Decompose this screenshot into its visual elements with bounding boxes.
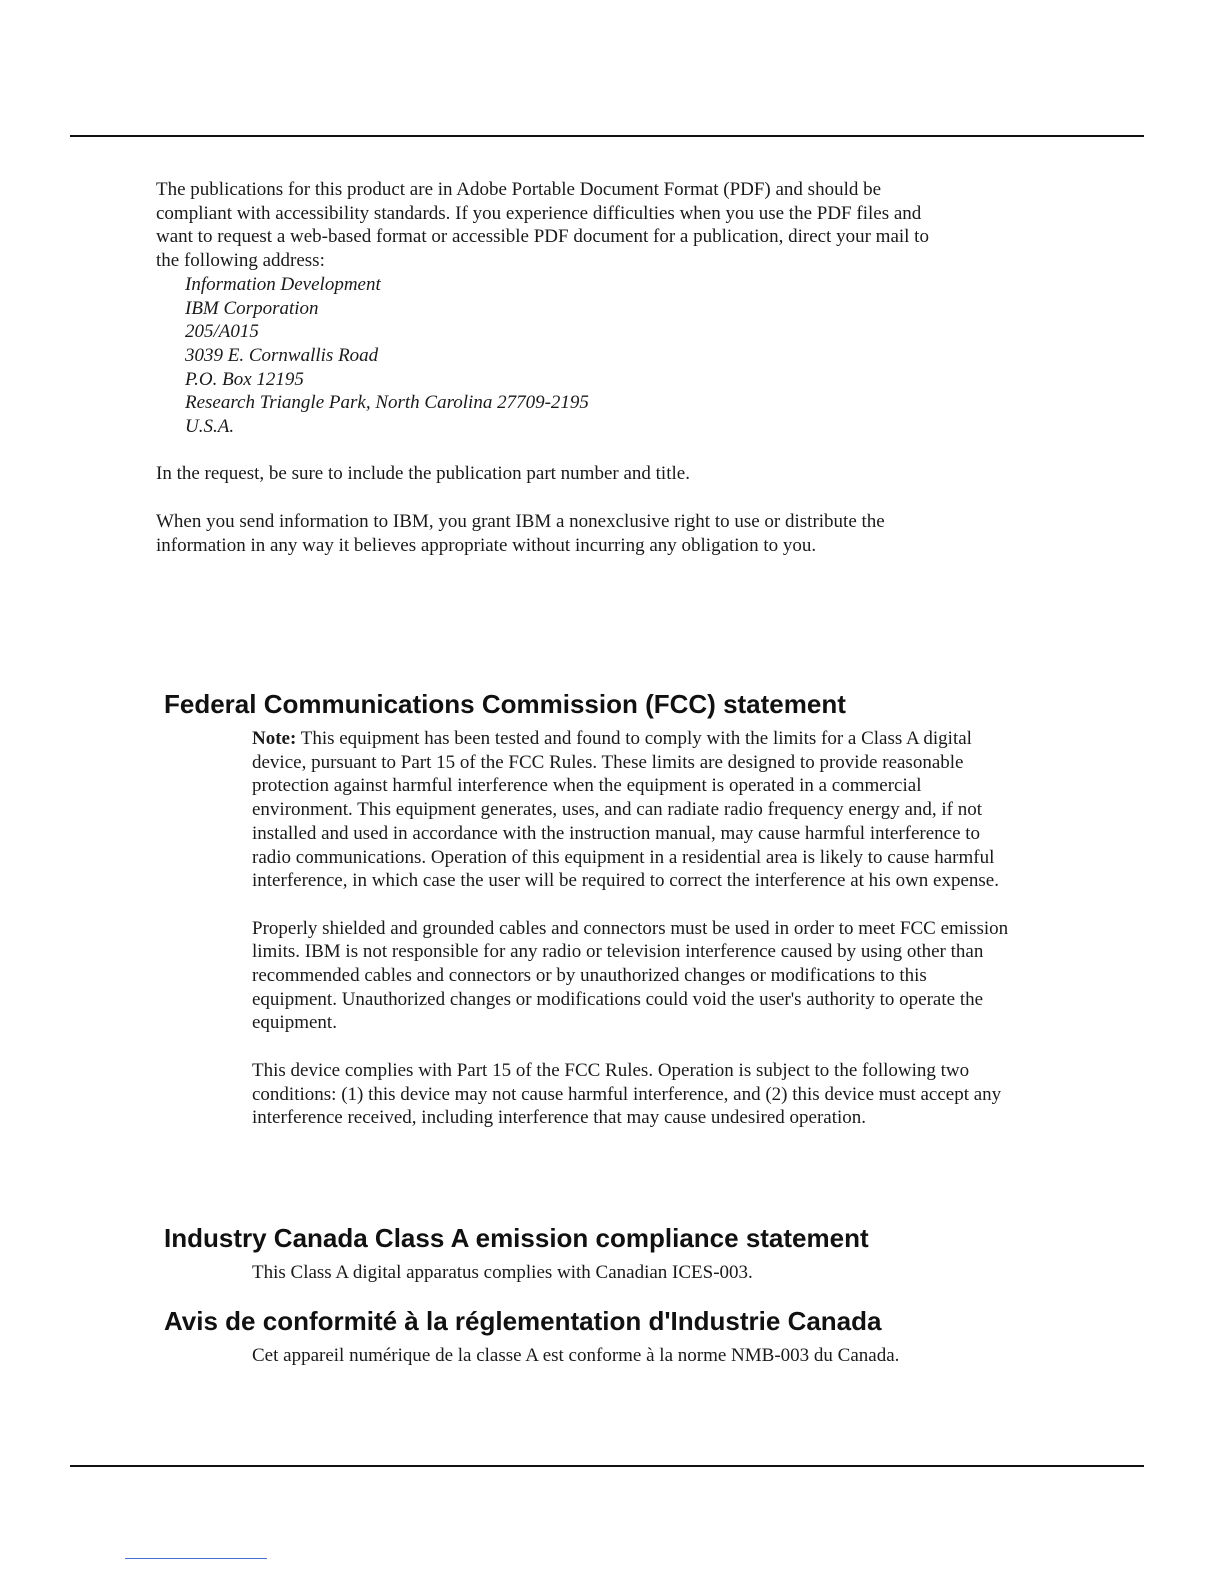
address-line: 3039 E. Cornwallis Road: [185, 344, 379, 366]
address-line: IBM Corporation: [185, 297, 319, 319]
request-paragraph: In the request, be sure to include the publication part number and title.: [156, 463, 690, 485]
industry-canada-section: [252, 1261, 1012, 1285]
avis-section: [252, 1344, 952, 1368]
industry-canada-text: This Class A digital apparatus complies with Canadian ICES-003.: [252, 1262, 753, 1283]
address-line: Research Triangle Park, North Carolina 27709-2195: [185, 392, 589, 414]
footer-link-underline: [125, 1558, 267, 1559]
fcc-conditions-paragraph: This device complies with Part 15 of the FCC Rules. Operation is subject to the following two conditions: (1) this device may not cause harmful interference, and (2) this device must accept any interference received, including interference that may cause undesired operation.: [252, 1059, 1002, 1129]
mailing-address: [185, 273, 956, 439]
intro-paragraph: The publications for this product are in Adobe Portable Document Format (PDF) and should be compliant with accessibility standards. If you experience difficulties when you use the PDF files and want to request a web-based format or accessible PDF document for a publication, direct your mail to the following address:: [156, 179, 929, 272]
address-line: P.O. Box 12195: [185, 368, 304, 390]
avis-text: Cet appareil numérique de la classe A est conforme à la norme NMB-003 du Canada.: [252, 1345, 900, 1366]
information-rights-paragraph: When you send information to IBM, you grant IBM a nonexclusive right to use or distribute the information in any way it believes appropriate without incurring any obligation to you.: [156, 510, 885, 556]
fcc-section: [252, 727, 1012, 1130]
fcc-note-paragraph: [252, 727, 1012, 893]
industry-canada-heading: Industry Canada Class A emission compliance statement: [164, 1223, 869, 1253]
fcc-cables-paragraph: Properly shielded and grounded cables and connectors must be used in order to meet FCC emission limits. IBM is not responsible for any radio or television interference caused by using other than recommended cables and connectors or by unauthorized changes or modifications to this equipment. Unauthorized changes or modifications could void the user's authority to operate the equipment.: [252, 917, 1009, 1034]
note-label: Note:: [252, 728, 297, 749]
address-line: U.S.A.: [185, 416, 235, 438]
address-line: 205/A015: [185, 321, 259, 343]
intro-section: [156, 178, 956, 557]
address-line: Information Development: [185, 273, 381, 295]
top-rule: [70, 135, 1144, 137]
fcc-heading: Federal Communications Commission (FCC) statement: [164, 689, 846, 719]
note-text: This equipment has been tested and found to comply with the limits for a Class A digital device, pursuant to Part 15 of the FCC Rules. These limits are designed to provide reasonable protection against harmful interference when the equipment is operated in a commercial environment. This equipment generates, uses, and can radiate radio frequency energy and, if not installed and used in accordance with the instruction manual, may cause harmful interference to radio communications. Operation of this equipment in a residential area is likely to cause harmful interference, in which case the user will be required to correct the interference at his own expense.: [252, 728, 999, 892]
avis-heading: Avis de conformité à la réglementation d'Industrie Canada: [164, 1306, 882, 1336]
bottom-rule: [70, 1465, 1144, 1467]
